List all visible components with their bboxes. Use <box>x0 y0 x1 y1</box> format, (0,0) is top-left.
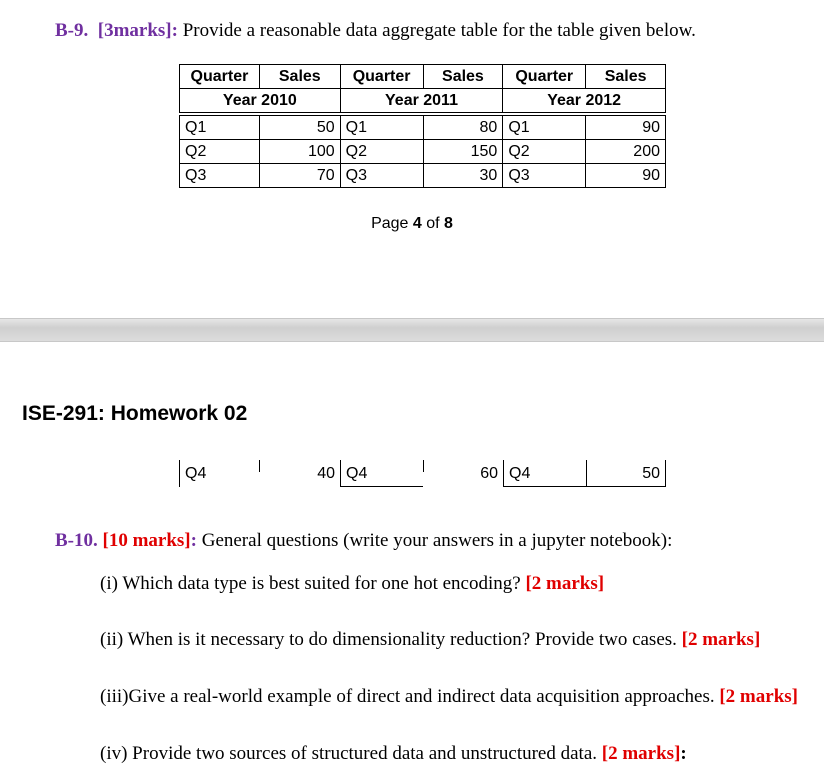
header-cell: Sales <box>259 65 340 89</box>
subquestion-marks: [2 marks] <box>601 743 681 764</box>
subquestion-ii: (ii) When is it necessary to do dimensionality reduction? Provide two cases. [2 marks] <box>100 629 761 650</box>
sales-table <box>179 64 666 188</box>
page-separator <box>0 318 824 342</box>
question-number: B-9. <box>55 20 89 41</box>
subquestion-marks: [2 marks] <box>525 573 605 594</box>
table-row-continued: Q4 40 Q4 60 Q4 50 <box>179 460 666 487</box>
page-footer: Page 4 of 8 <box>371 215 453 232</box>
question-text: Provide a reasonable data aggregate table for the table given below. <box>177 20 696 41</box>
subquestion-iii: (iii)Give a real-world example of direct and indirect data acquisition approaches. [2 marks] <box>100 686 798 707</box>
question-number: B-10. <box>55 530 98 551</box>
question-b10: B-10. [10 marks]: General questions (write your answers in a jupyter notebook): <box>55 530 673 551</box>
subquestion-marks: [2 marks] <box>681 629 761 650</box>
question-text: General questions (write your answers in a jupyter notebook): <box>196 530 673 551</box>
table-row: Q3 70 Q3 30 Q3 90 <box>180 164 666 188</box>
header-cell: Quarter <box>340 65 423 89</box>
subquestion-i: (i) Which data type is best suited for one hot encoding? [2 marks] <box>100 573 605 594</box>
table-header-row <box>180 65 666 89</box>
subquestion-iv: (iv) Provide two sources of structured data and unstructured data. [2 marks]: <box>100 743 687 764</box>
year-cell: Year 2011 <box>340 89 503 113</box>
page-total: 8 <box>444 215 453 232</box>
table-year-row <box>180 89 666 113</box>
question-marks: [10 marks] <box>102 530 191 551</box>
page-header: ISE-291: Homework 02 <box>22 402 248 425</box>
header-cell: Sales <box>586 65 666 89</box>
header-cell: Sales <box>423 65 503 89</box>
table-row: Q1 50 Q1 80 Q1 90 <box>180 116 666 140</box>
header-cell: Quarter <box>503 65 586 89</box>
header-cell: Quarter <box>180 65 260 89</box>
subquestion-marks: [2 marks] <box>719 686 798 707</box>
question-marks: [3marks] <box>97 20 172 41</box>
question-b9: B-9. [3marks]: Provide a reasonable data aggregate table for the table given below. <box>55 20 696 41</box>
year-cell: Year 2012 <box>503 89 666 113</box>
year-cell: Year 2010 <box>180 89 341 113</box>
page-current: 4 <box>412 215 422 232</box>
table-row: Q2 100 Q2 150 Q2 200 <box>180 140 666 164</box>
